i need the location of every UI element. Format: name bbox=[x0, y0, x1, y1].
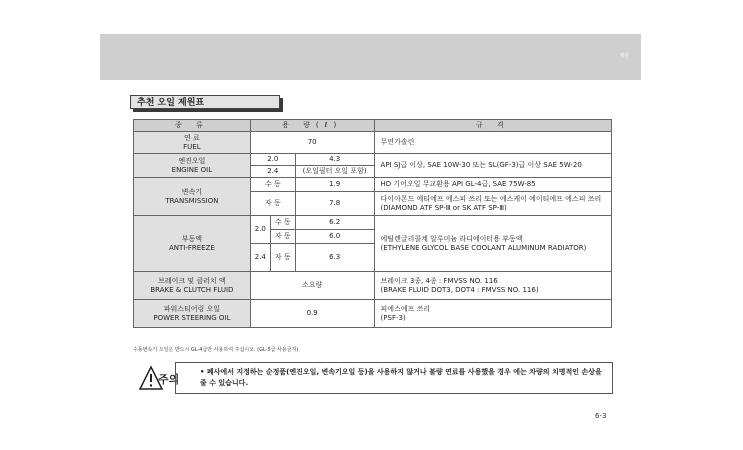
antifreeze-name-en: ANTI-FREEZE bbox=[168, 243, 215, 252]
fuel-capacity: 70 bbox=[250, 132, 374, 154]
header-band bbox=[100, 34, 641, 80]
antifreeze-name bbox=[134, 216, 251, 272]
antifreeze-type-3: 자 동 bbox=[270, 244, 295, 272]
table-row-engine-1 bbox=[134, 154, 612, 166]
table-row-steering bbox=[134, 300, 612, 328]
fuel-name bbox=[134, 132, 251, 154]
antifreeze-name-ko: 부동액 bbox=[181, 234, 203, 243]
engine-name-en: ENGINE OIL bbox=[171, 165, 213, 174]
brake-capacity: 소요량 bbox=[250, 272, 374, 300]
header-capacity: 용 량(ℓ) bbox=[250, 120, 374, 132]
header-spec: 규 격 bbox=[374, 120, 611, 132]
brake-name-ko: 브레이크 및 클러치 액 bbox=[158, 276, 226, 285]
transmission-name-ko: 변속기 bbox=[181, 187, 203, 196]
transmission-capacity-1: 1.9 bbox=[295, 178, 374, 192]
table-header-row bbox=[134, 120, 612, 132]
engine-displacement-1: 2.0 bbox=[250, 154, 295, 166]
brake-name bbox=[134, 272, 251, 300]
antifreeze-capacity-2: 6.0 bbox=[295, 230, 374, 244]
antifreeze-spec bbox=[374, 216, 611, 272]
engine-name-ko: 엔진오일 bbox=[178, 156, 206, 165]
oil-spec-table bbox=[133, 119, 612, 328]
table-row-transmission-1 bbox=[134, 178, 612, 192]
transmission-spec-1: HD 기어오일 무교환용 API GL-4급, SAE 75W-85 bbox=[374, 178, 611, 192]
antifreeze-type-2: 자 동 bbox=[270, 230, 295, 244]
transmission-spec-2-line1: 다이아몬드 에티에프 에스피 쓰리 또는 에스케이 에이티에프 에스피 쓰리 bbox=[380, 194, 602, 203]
header-type: 종 류 bbox=[134, 120, 251, 132]
fuel-name-en: FUEL bbox=[183, 142, 201, 151]
antifreeze-spec-line1: 에틸렌글리콜계 알루미늄 라디에이터용 부동액 bbox=[380, 234, 523, 243]
steering-name-en: POWER STEERING OIL bbox=[153, 313, 231, 322]
steering-spec-line1: 피에스에프 쓰리 bbox=[380, 304, 431, 313]
antifreeze-displacement-1: 2.0 bbox=[250, 216, 270, 244]
transmission-spec-2 bbox=[374, 192, 611, 216]
fuel-spec: 무연가솔린 bbox=[374, 132, 611, 154]
page-number: 6-3 bbox=[595, 412, 607, 420]
table-row-brake bbox=[134, 272, 612, 300]
antifreeze-spec-line2: (ETHYLENE GLYCOL BASE COOLANT ALUMINUM RADIATOR) bbox=[380, 243, 587, 252]
steering-spec bbox=[374, 300, 611, 328]
brake-spec-line1: 브레이크 3종, 4종 : FMVSS NO. 116 bbox=[380, 276, 498, 285]
antifreeze-capacity-3: 6.3 bbox=[295, 244, 374, 272]
warning-triangle-icon bbox=[138, 365, 178, 391]
steering-spec-line2: (PSF-3) bbox=[380, 313, 406, 322]
transmission-capacity-2: 7.8 bbox=[295, 192, 374, 216]
table-row-fuel bbox=[134, 132, 612, 154]
engine-name bbox=[134, 154, 251, 178]
transmission-name-en: TRANSMISSION bbox=[165, 196, 219, 205]
caution-text: • 폐사에서 지정하는 순정품(엔진오일, 변속기오일 등)을 사용하지 않거나 불량 연료를 사용했을 경우 에는 차량의 치명적인 손상을 줄 수 있습니다. bbox=[200, 368, 602, 387]
transmission-type-1: 수 동 bbox=[250, 178, 295, 192]
engine-displacement-2: 2.4 bbox=[250, 166, 295, 178]
steering-name-ko: 파워스티어링 오일 bbox=[163, 304, 221, 313]
steering-name bbox=[134, 300, 251, 328]
transmission-type-2: 자 동 bbox=[250, 192, 295, 216]
caution-label bbox=[138, 365, 178, 391]
brake-spec bbox=[374, 272, 611, 300]
table-row-antifreeze-1 bbox=[134, 216, 612, 230]
antifreeze-displacement-2: 2.4 bbox=[250, 244, 270, 272]
engine-capacity-1: 4.3 bbox=[295, 154, 374, 166]
caution-label-text: 주의 bbox=[158, 373, 178, 386]
chapter-tag: 제원 bbox=[619, 53, 629, 59]
transmission-spec-2-line2: (DIAMOND ATF SP-Ⅲ or SK ATF SP-Ⅲ) bbox=[380, 203, 507, 212]
antifreeze-type-1: 수 동 bbox=[270, 216, 295, 230]
fuel-name-ko: 연 료 bbox=[184, 133, 200, 142]
brake-spec-line2: (BRAKE FLUID DOT3, DOT4 : FMVSS NO. 116) bbox=[380, 285, 539, 294]
transmission-name bbox=[134, 178, 251, 216]
antifreeze-capacity-1: 6.2 bbox=[295, 216, 374, 230]
engine-capacity-2: (오일필터 오일 포함) bbox=[295, 166, 374, 178]
table-footnote: 수동변속기 오일은 반드시 GL-4급만 사용하여 주십시오. (GL-5급 사용금지) bbox=[133, 347, 299, 353]
engine-spec: API SJ급 이상, SAE 10W-30 또는 SL(GF-3)급 이상 SAE 5W-20 bbox=[374, 154, 611, 178]
section-title: 추천 오일 제원표 bbox=[130, 95, 280, 109]
steering-capacity: 0.9 bbox=[250, 300, 374, 328]
brake-name-en: BRAKE & CLUTCH FLUID bbox=[150, 285, 234, 294]
